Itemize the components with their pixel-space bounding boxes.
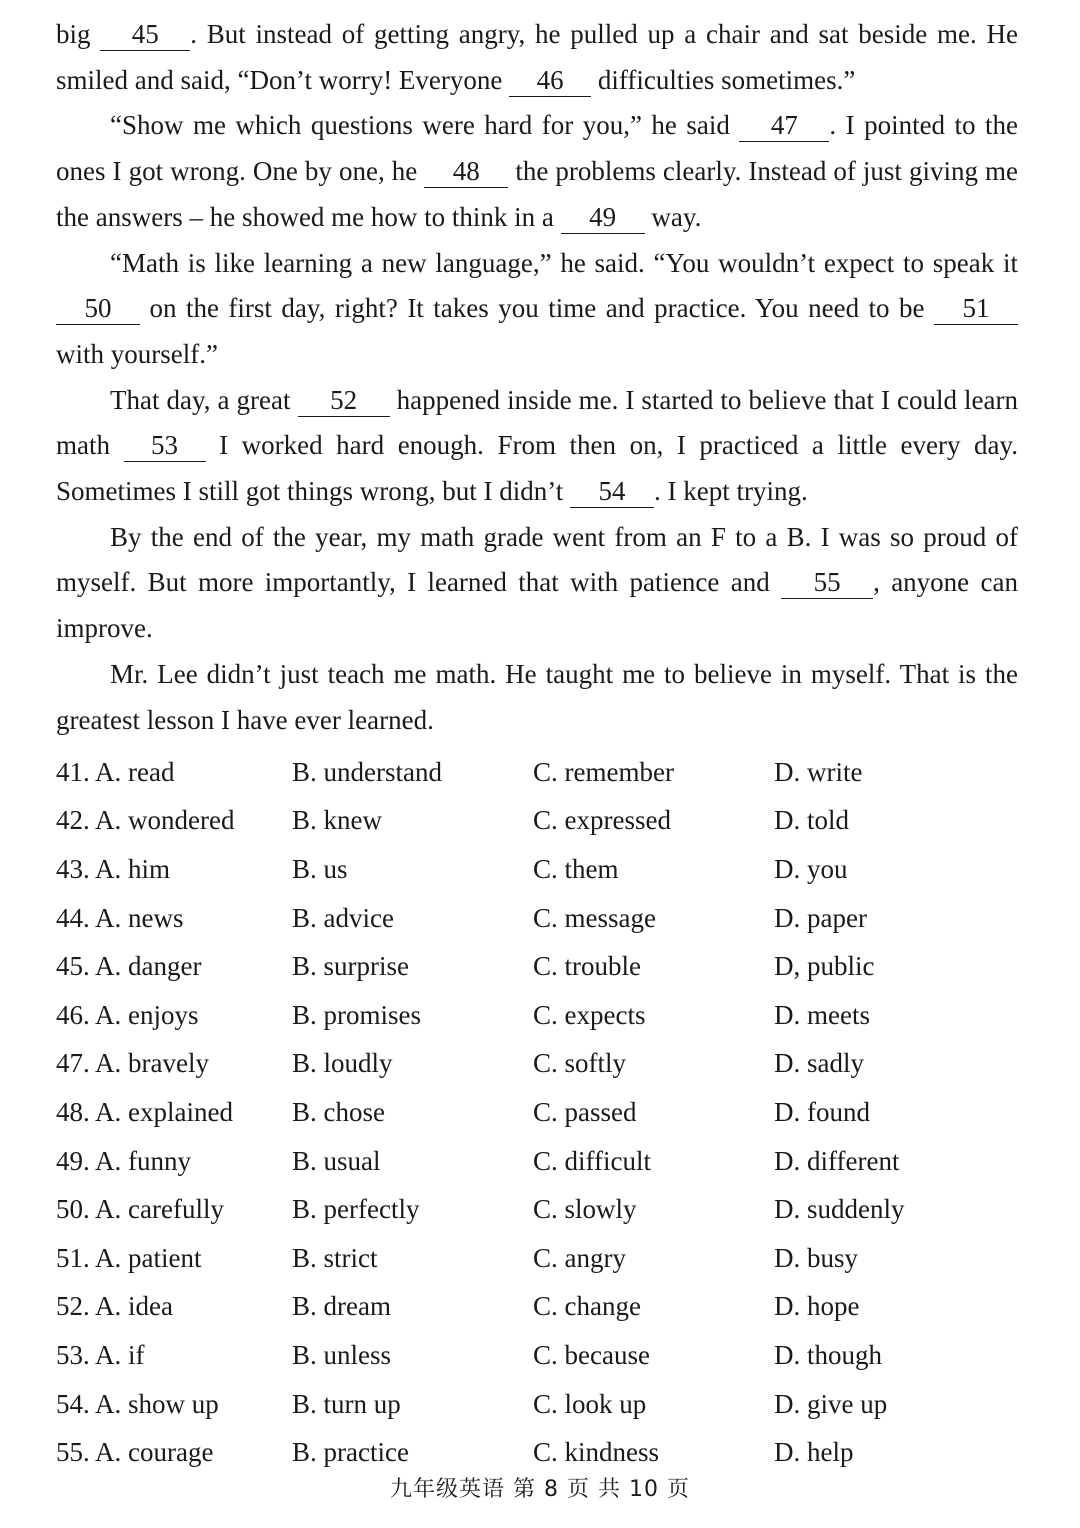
option-c: C. trouble: [533, 951, 641, 982]
option-c: C. because: [533, 1339, 650, 1370]
question-row: [56, 1088, 1036, 1137]
question-row: [56, 942, 1036, 991]
option-a: [56, 854, 292, 885]
option-a: [56, 1048, 292, 1079]
option-a: [56, 1146, 292, 1177]
passage-text: with yourself.”: [56, 338, 218, 369]
question-row: [56, 748, 1036, 797]
answer-blank: 47: [739, 111, 829, 142]
question-row: [56, 1234, 1036, 1283]
question-number: 45.: [56, 951, 90, 982]
option-a: [56, 1194, 292, 1225]
option-d: D. though: [774, 1339, 882, 1370]
passage-text: . I kept trying.: [654, 476, 808, 507]
option-d: D. help: [774, 1437, 854, 1468]
passage-text: . I pointed to the ones I got wrong. One by one, he: [56, 110, 1018, 187]
option-a: [56, 1437, 292, 1468]
paragraph: [56, 103, 1018, 240]
answer-blank: 53: [124, 431, 206, 462]
question-row: [56, 1040, 1036, 1089]
passage-text: way.: [644, 201, 702, 232]
option-a-text: A. enjoys: [95, 999, 199, 1030]
passage-text: on the first day, right? It takes you time and practice. You need to be: [140, 293, 934, 324]
passage-text: difficulties sometimes.”: [591, 64, 856, 95]
option-c: C. change: [533, 1291, 641, 1322]
option-a: [56, 1097, 292, 1128]
option-d: D. found: [774, 1096, 870, 1127]
option-c: C. angry: [533, 1242, 626, 1273]
question-number: 49.: [56, 1145, 90, 1176]
question-number: 50.: [56, 1194, 90, 1225]
answer-blank: 49: [561, 203, 645, 234]
option-b: B. surprise: [292, 951, 409, 982]
answer-blank: 50: [56, 294, 140, 325]
answer-blank: 52: [298, 386, 390, 417]
option-d: D. different: [774, 1145, 900, 1176]
option-b: B. promises: [292, 999, 422, 1030]
option-b: B. strict: [292, 1242, 378, 1273]
passage-text: . But instead of getting angry, he pulled up a chair and sat beside me. He smiled and said, “Don’t worry! Everyone: [56, 19, 1018, 95]
paragraph: [56, 12, 1018, 103]
option-a: [56, 1389, 292, 1420]
option-b: B. us: [292, 853, 348, 884]
question-number: 52.: [56, 1291, 90, 1322]
option-c: C. them: [533, 853, 619, 884]
option-d: D. write: [774, 756, 863, 787]
question-number: 47.: [56, 1048, 90, 1079]
option-c: C. slowly: [533, 1194, 637, 1225]
option-d: D. busy: [774, 1242, 859, 1273]
option-d: D. told: [774, 805, 850, 836]
passage-text: By the end of the year, my math grade went from an F to a B. I was so proud of myself. But more importantly, I learned that with patience and: [56, 521, 1018, 598]
option-a-text: A. show up: [95, 1388, 219, 1419]
option-b: B. turn up: [292, 1388, 401, 1419]
option-d: D. you: [774, 853, 848, 884]
passage: [56, 12, 1018, 743]
question-number: 54.: [56, 1388, 90, 1419]
question-row: [56, 991, 1036, 1040]
option-c: C. message: [533, 902, 656, 933]
question-number: 55.: [56, 1437, 90, 1468]
option-d: D. sadly: [774, 1048, 864, 1079]
question-row: [56, 845, 1036, 894]
question-number: 53.: [56, 1339, 90, 1370]
option-b: B. advice: [292, 902, 394, 933]
passage-text: “Show me which questions were hard for you,” he said: [110, 110, 740, 141]
passage-text: That day, a great: [110, 384, 298, 415]
option-a-text: A. read: [95, 756, 175, 787]
option-a-text: A. wondered: [95, 805, 235, 836]
option-a-text: A. if: [95, 1339, 145, 1370]
question-number: 51.: [56, 1242, 90, 1273]
page-footer: 九年级英语 第 8 页 共 10 页: [390, 1477, 690, 1502]
answer-blank: 51: [934, 294, 1018, 325]
paragraph: [56, 515, 1018, 652]
option-a: [56, 757, 292, 788]
option-c: C. softly: [533, 1048, 627, 1079]
answer-blank: 45: [100, 20, 190, 51]
question-row: [56, 797, 1036, 846]
passage-text: Mr. Lee didn’t just teach me math. He taught me to believe in myself. That is the greatest lesson I have ever learned.: [56, 658, 1018, 735]
option-d: D. meets: [774, 999, 870, 1030]
option-a-text: A. funny: [95, 1145, 192, 1176]
option-c: C. expressed: [533, 805, 671, 836]
question-row: [56, 894, 1036, 943]
option-b: B. chose: [292, 1096, 385, 1127]
question-row: [56, 1283, 1036, 1332]
option-c: C. expects: [533, 999, 646, 1030]
option-a: [56, 1243, 292, 1274]
option-a: [56, 1000, 292, 1031]
paragraph: [56, 378, 1018, 515]
option-a-text: A. patient: [95, 1242, 202, 1273]
question-number: 44.: [56, 902, 90, 933]
options-table: [56, 748, 1036, 1477]
option-b: B. usual: [292, 1145, 381, 1176]
answer-blank: 55: [781, 568, 873, 599]
option-a-text: A. danger: [95, 951, 202, 982]
option-c: C. difficult: [533, 1145, 651, 1176]
option-d: D. hope: [774, 1291, 860, 1322]
question-row: [56, 1331, 1036, 1380]
option-a: [56, 951, 292, 982]
option-a-text: A. explained: [95, 1096, 233, 1127]
question-row: [56, 1137, 1036, 1186]
option-b: B. knew: [292, 805, 382, 836]
passage-text: , anyone can improve.: [56, 567, 1018, 644]
option-a-text: A. news: [95, 902, 184, 933]
option-d: D, public: [774, 951, 875, 982]
passage-text: happened inside me. I started to believe that I could learn math: [56, 384, 1018, 461]
paragraph: [56, 652, 1018, 743]
option-d: D. suddenly: [774, 1194, 905, 1225]
question-row: [56, 1185, 1036, 1234]
option-b: B. perfectly: [292, 1194, 420, 1225]
answer-blank: 46: [509, 66, 591, 97]
option-d: D. give up: [774, 1388, 888, 1419]
option-c: C. look up: [533, 1388, 647, 1419]
option-c: C. remember: [533, 756, 674, 787]
option-a: [56, 903, 292, 934]
option-b: B. unless: [292, 1339, 392, 1370]
option-a-text: A. courage: [95, 1437, 214, 1468]
question-number: 42.: [56, 805, 90, 836]
passage-text: “Math is like learning a new language,” he said. “You wouldn’t expect to speak it: [110, 247, 1018, 278]
option-a: [56, 805, 292, 836]
passage-text: the problems clearly. Instead of just giving me the answers – he showed me how to think in a: [56, 156, 1018, 232]
question-number: 41.: [56, 756, 90, 787]
option-c: C. kindness: [533, 1437, 660, 1468]
question-row: [56, 1428, 1036, 1477]
question-number: 48.: [56, 1096, 90, 1127]
option-c: C. passed: [533, 1096, 637, 1127]
option-a-text: A. idea: [95, 1291, 173, 1322]
answer-blank: 48: [424, 157, 508, 188]
option-a: [56, 1291, 292, 1322]
option-b: B. loudly: [292, 1048, 393, 1079]
answer-blank: 54: [570, 477, 654, 508]
paragraph: [56, 241, 1018, 378]
question-number: 46.: [56, 999, 90, 1030]
option-d: D. paper: [774, 902, 867, 933]
option-a-text: A. bravely: [95, 1048, 209, 1079]
option-b: B. understand: [292, 756, 442, 787]
option-a-text: A. him: [95, 853, 171, 884]
passage-text: big: [56, 19, 101, 49]
option-a-text: A. carefully: [95, 1194, 224, 1225]
passage-text: I worked hard enough. From then on, I practiced a little every day. Sometimes I still got things wrong, but I didn’t: [56, 430, 1018, 507]
option-b: B. dream: [292, 1291, 391, 1322]
question-number: 43.: [56, 853, 90, 884]
option-b: B. practice: [292, 1437, 409, 1468]
question-row: [56, 1380, 1036, 1429]
option-a: [56, 1340, 292, 1371]
